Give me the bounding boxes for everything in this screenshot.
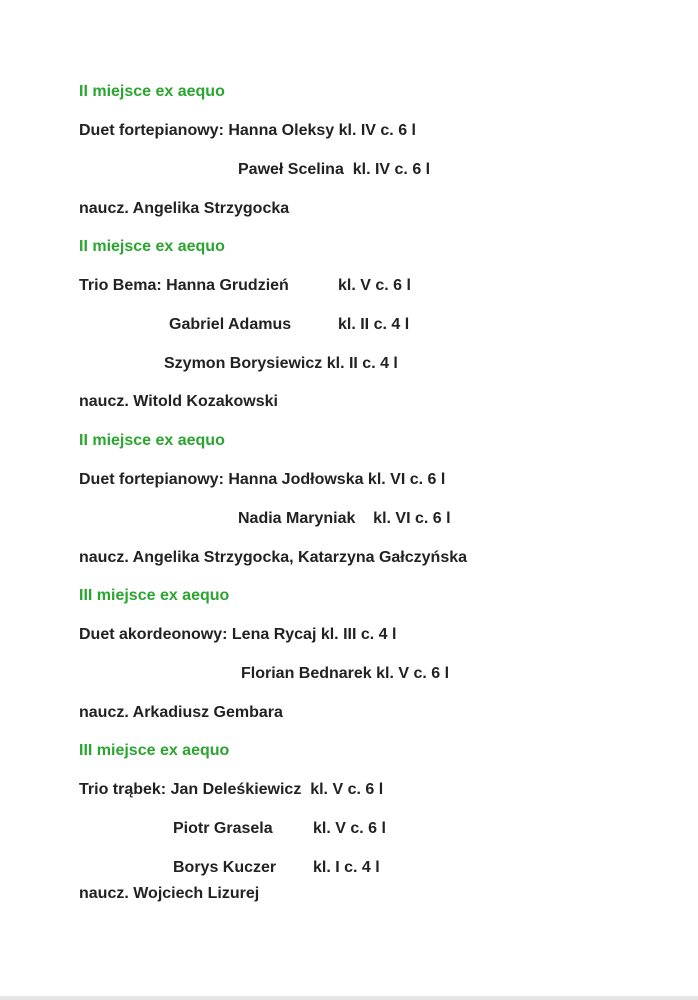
ensemble-line: Trio trąbek: Jan Deleśkiewicz kl. V c. 6 l xyxy=(79,781,384,798)
place-heading: III miejsce ex aequo xyxy=(79,742,230,759)
teacher-line: naucz. Angelika Strzygocka xyxy=(79,200,290,217)
ensemble-line: Duet fortepianowy: Hanna Jodłowska kl. VI c. 6 l xyxy=(79,471,446,488)
member-class: kl. V c. 6 l xyxy=(313,820,386,837)
member-name: Piotr Grasela xyxy=(173,820,273,837)
member-class: kl. II c. 4 l xyxy=(338,316,410,333)
member-name: Gabriel Adamus xyxy=(169,316,292,333)
member-class: kl. I c. 4 l xyxy=(313,859,380,876)
member-line: Nadia Maryniak kl. VI c. 6 l xyxy=(238,510,451,527)
member-line: Florian Bednarek kl. V c. 6 l xyxy=(241,665,450,682)
teacher-line: naucz. Arkadiusz Gembara xyxy=(79,704,283,721)
place-heading: II miejsce ex aequo xyxy=(79,83,225,100)
member-name: Borys Kuczer xyxy=(173,859,277,876)
page-bottom-edge xyxy=(0,996,698,1000)
place-heading: II miejsce ex aequo xyxy=(79,432,225,449)
place-heading: III miejsce ex aequo xyxy=(79,587,230,604)
ensemble-line: Duet fortepianowy: Hanna Oleksy kl. IV c. 6 l xyxy=(79,122,416,139)
place-heading: II miejsce ex aequo xyxy=(79,238,225,255)
member-line: Paweł Scelina kl. IV c. 6 l xyxy=(238,161,431,178)
teacher-line: naucz. Witold Kozakowski xyxy=(79,393,278,410)
teacher-line: naucz. Wojciech Lizurej xyxy=(79,885,260,902)
member-class: kl. V c. 6 l xyxy=(338,277,411,294)
teacher-line: naucz. Angelika Strzygocka, Katarzyna Gałczyńska xyxy=(79,549,468,566)
ensemble-line: Duet akordeonowy: Lena Rycaj kl. III c. 4 l xyxy=(79,626,397,643)
member-line: Szymon Borysiewicz kl. II c. 4 l xyxy=(164,355,398,372)
ensemble-line: Trio Bema: Hanna Grudzień xyxy=(79,277,289,294)
